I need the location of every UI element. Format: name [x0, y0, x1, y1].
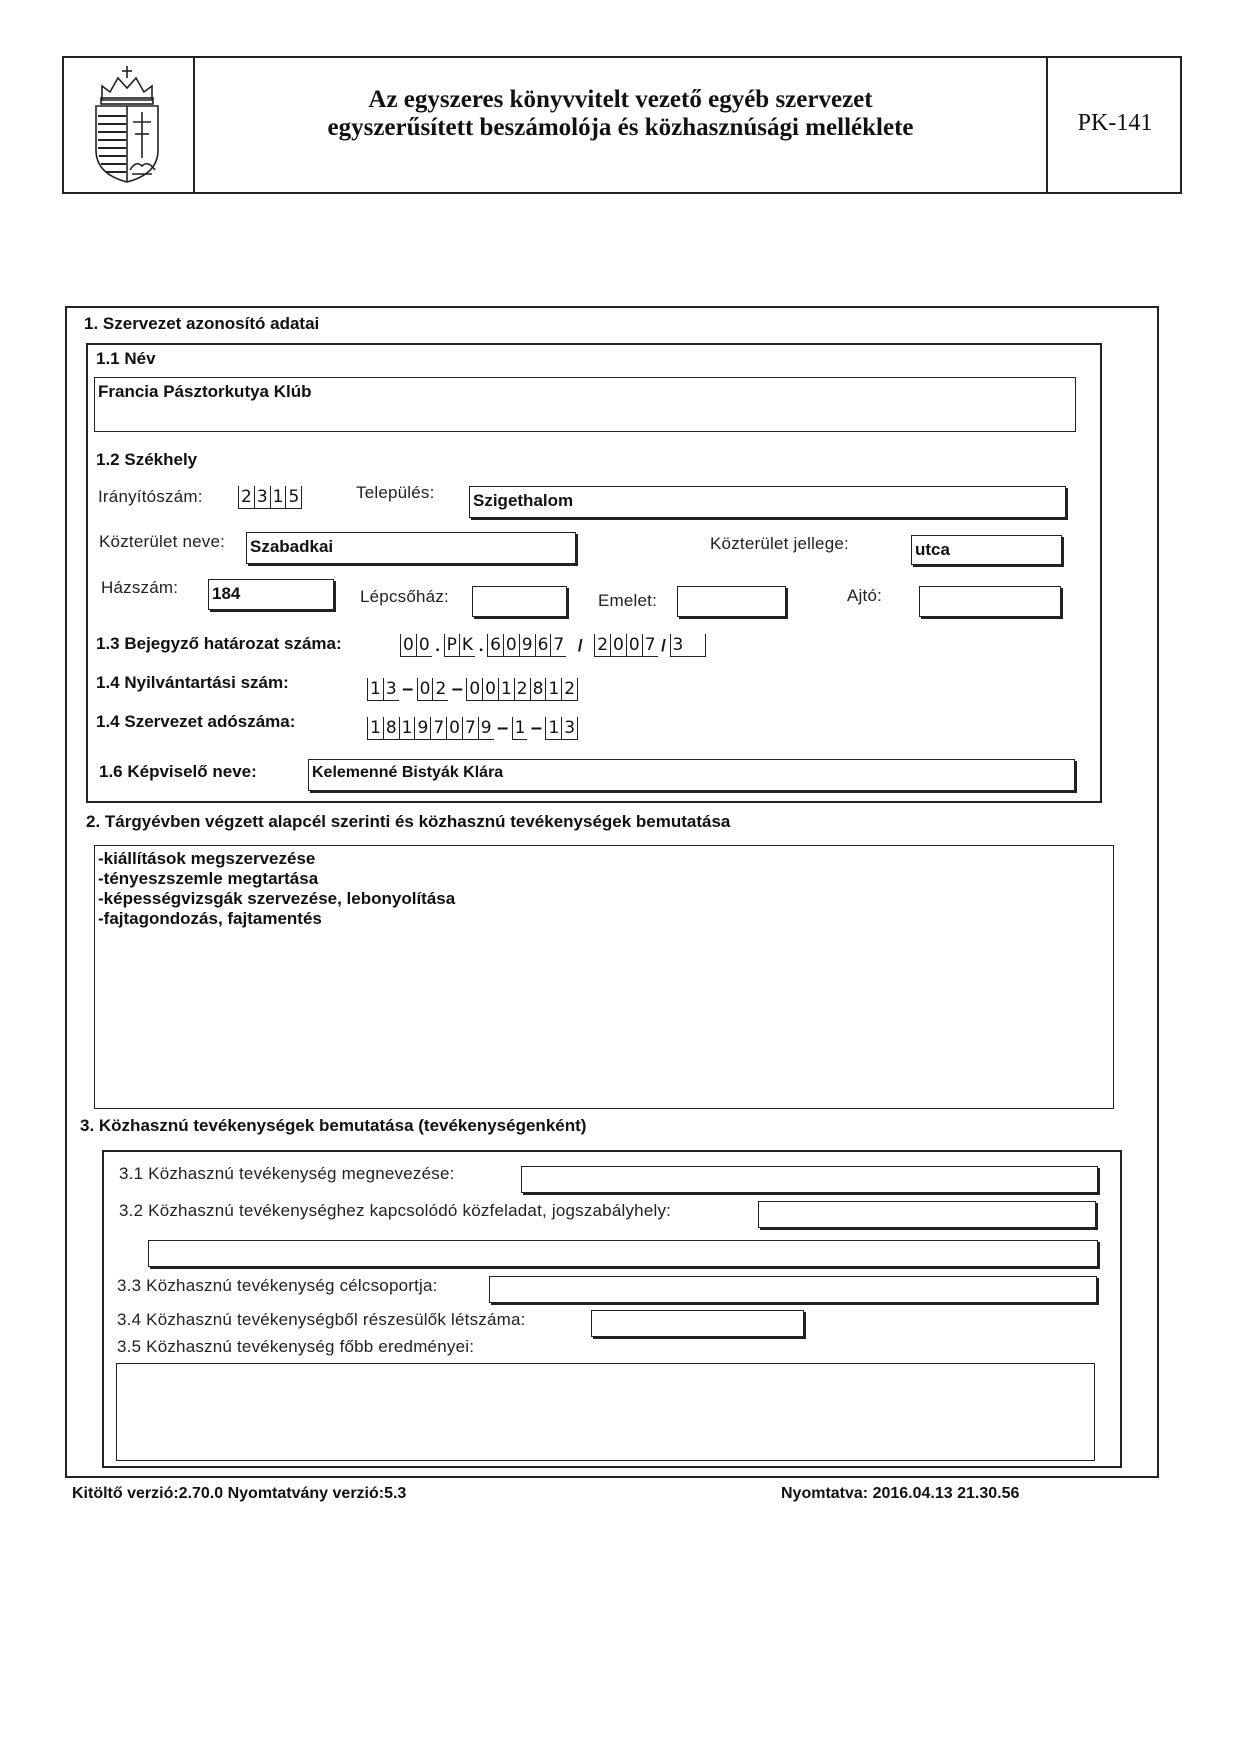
zip-digit: 1 [270, 486, 286, 509]
zip-code-field[interactable] [238, 482, 302, 509]
tax-digit: 1 [367, 717, 383, 740]
registry-separator: – [402, 678, 414, 700]
version-info: Kitöltő verzió:2.70.0 Nyomtatvány verzió:5.3 [72, 1485, 407, 1502]
representative-value: Kelemenné Bistyák Klára [312, 764, 504, 781]
name-value: Francia Pásztorkutya Klúb [98, 382, 312, 401]
registration-digit: 0 [503, 634, 519, 657]
activity-line: -fajtagondozás, fajtamentés [98, 909, 322, 928]
registry-digit: 1 [545, 678, 561, 701]
registry-digit: 1 [498, 678, 514, 701]
tax-digit: 1 [399, 717, 415, 740]
registration-digit: K [459, 634, 475, 657]
tax-separator: – [530, 717, 543, 739]
representative-label: 1.6 Képviselő neve: [99, 762, 257, 781]
city-value: Szigethalom [473, 491, 574, 510]
tax-digit: 1 [512, 717, 528, 740]
registration-digit: 0 [626, 634, 642, 657]
registration-digit: 7 [642, 634, 658, 657]
registration-digit: 0 [400, 634, 416, 657]
q31-label: 3.1 Közhasznú tevékenység megnevezése: [119, 1164, 455, 1183]
zip-digit: 5 [285, 486, 302, 509]
registration-digit: 7 [550, 634, 566, 657]
registration-separator: / [577, 635, 583, 655]
registration-digit: 3 [670, 634, 706, 657]
address-label: 1.2 Székhely [96, 450, 198, 469]
registration-separator: / [661, 635, 666, 655]
zip-label: Irányítószám: [98, 487, 203, 506]
registry-digit: 1 [367, 678, 383, 701]
tax-digit: 9 [414, 717, 430, 740]
activity-line: -tényeszszemle megtartása [98, 869, 319, 888]
q33-field[interactable] [489, 1276, 1097, 1303]
zip-digit: 3 [254, 486, 270, 509]
stair-label: Lépcsőház: [360, 587, 449, 606]
tax-digit: 7 [430, 717, 446, 740]
stair-value [473, 587, 566, 591]
registration-digit: 9 [519, 634, 535, 657]
street-name-value: Szabadkai [250, 537, 334, 556]
registration-digit: P [444, 634, 459, 657]
tax-number-label: 1.4 Szervezet adószáma: [96, 712, 296, 731]
q32-value-continued [149, 1241, 1097, 1245]
city-label: Település: [356, 483, 435, 502]
door-label: Ajtó: [847, 586, 883, 605]
street-name-field[interactable] [246, 532, 576, 564]
q34-value [592, 1311, 803, 1315]
registry-digit: 0 [466, 678, 482, 701]
tax-digit: 0 [446, 717, 462, 740]
activity-line: -kiállítások megszervezése [98, 849, 316, 868]
tax-digit: 9 [478, 717, 494, 740]
house-number-value: 184 [212, 584, 241, 603]
registry-digit: 8 [530, 678, 546, 701]
street-name-label: Közterület neve: [99, 532, 226, 551]
tax-separator: – [497, 717, 509, 739]
registry-digit: 3 [383, 678, 399, 701]
registration-decision-label: 1.3 Bejegyző határozat száma: [96, 634, 342, 653]
zip-digit: 2 [238, 486, 254, 509]
door-field[interactable] [919, 586, 1061, 617]
q32-field-continued[interactable] [148, 1240, 1098, 1267]
registration-decision-field[interactable] [400, 630, 706, 657]
section1-title: 1. Szervezet azonosító adatai [84, 314, 320, 333]
house-number-label: Házszám: [101, 578, 179, 597]
floor-label: Emelet: [598, 591, 658, 610]
stair-field[interactable] [472, 586, 567, 617]
door-value [920, 587, 1060, 591]
tax-digit: 7 [462, 717, 478, 740]
tax-digit: 8 [383, 717, 399, 740]
registration-digit: 0 [610, 634, 626, 657]
house-number-field[interactable] [208, 579, 334, 610]
name-field[interactable] [94, 377, 1076, 432]
q33-label: 3.3 Közhasznú tevékenység célcsoportja: [117, 1276, 438, 1295]
q32-field[interactable] [758, 1201, 1096, 1228]
floor-field[interactable] [677, 586, 786, 617]
tax-digit: 3 [561, 717, 578, 740]
coat-of-arms-icon [88, 62, 166, 186]
q35-textarea[interactable] [116, 1363, 1095, 1461]
floor-value [678, 587, 785, 591]
registration-separator: . [435, 635, 441, 655]
registration-separator: . [478, 635, 484, 655]
section3-title: 3. Közhasznú tevékenységek bemutatása (tevékenységenként) [80, 1116, 587, 1135]
tax-digit: 1 [545, 717, 561, 740]
q35-label: 3.5 Közhasznú tevékenység főbb eredményei: [117, 1337, 475, 1356]
form-code: PK-141 [1077, 110, 1153, 136]
city-field[interactable] [469, 486, 1066, 518]
section2-title: 2. Tárgyévben végzett alapcél szerinti és közhasznú tevékenységek bemutatása [86, 812, 731, 831]
registry-digit: 0 [417, 678, 433, 701]
registry-digit: 2 [561, 678, 578, 701]
form-title-line-2: egyszerűsített beszámolója és közhasznúsági melléklete [327, 114, 914, 141]
registry-digit: 0 [482, 678, 498, 701]
q34-label: 3.4 Közhasznú tevékenységből részesülők létszáma: [117, 1310, 526, 1329]
registration-digit: 2 [594, 634, 610, 657]
q31-field[interactable] [521, 1166, 1098, 1193]
street-type-label: Közterület jellege: [710, 534, 849, 553]
registration-digit: 0 [416, 634, 432, 657]
q32-label: 3.2 Közhasznú tevékenységhez kapcsolódó közfeladat, jogszabályhely: [119, 1201, 672, 1220]
q35-value [117, 1364, 1094, 1368]
registry-separator: – [451, 678, 463, 700]
registry-number-field[interactable] [367, 674, 578, 701]
registry-digit: 2 [514, 678, 530, 701]
form-title [195, 86, 1046, 142]
registry-digit: 2 [432, 678, 448, 701]
registration-digit: 6 [535, 634, 551, 657]
representative-field[interactable] [308, 759, 1075, 791]
name-label: 1.1 Név [96, 349, 156, 368]
street-type-value: utca [915, 540, 950, 559]
print-timestamp: Nyomtatva: 2016.04.13 21.30.56 [781, 1485, 1020, 1502]
registry-number-label: 1.4 Nyilvántartási szám: [96, 673, 289, 692]
q33-value [490, 1277, 1096, 1281]
q31-value [522, 1167, 1097, 1171]
activity-line: -képességvizsgák szervezése, lebonyolítása [98, 889, 456, 908]
activities-textarea[interactable] [94, 845, 1114, 1109]
street-type-field[interactable] [911, 535, 1062, 565]
q34-field[interactable] [591, 1310, 804, 1337]
tax-number-field[interactable] [367, 713, 578, 740]
q32-value [759, 1202, 1095, 1206]
registration-digit: 6 [487, 634, 503, 657]
form-title-line-1: Az egyszeres könyvvitelt vezető egyéb szervezet [368, 86, 873, 113]
